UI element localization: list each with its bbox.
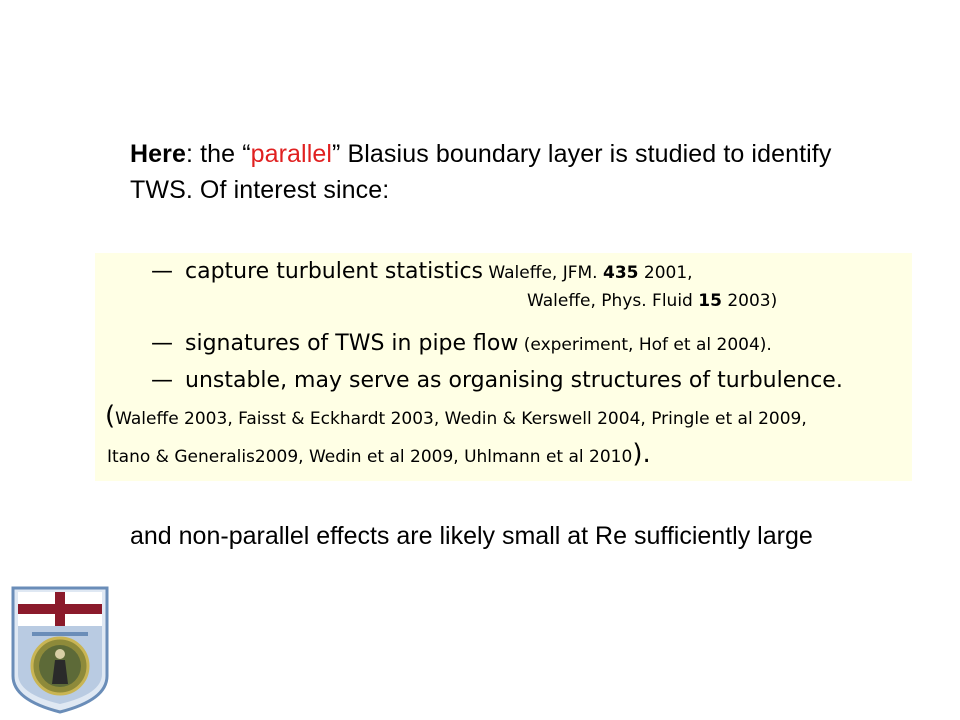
intro-text-2: ” Blasius boundary layer is studied to identify TWS. Of interest since: [130, 140, 832, 204]
item-2-citation: (experiment, Hof et al 2004). [518, 335, 772, 355]
intro-text-1: : the “ [186, 140, 251, 168]
references-line-2: Itano & Generalis2009, Wedin et al 2009, Uhlmann et al 2010). [107, 439, 651, 469]
item-1-text: capture turbulent statistics [185, 259, 483, 284]
list-item-1 [185, 259, 693, 284]
dash-bullet-3: — [151, 368, 173, 393]
citation-box [95, 253, 912, 481]
university-crest-icon [10, 584, 110, 714]
item-2-text: signatures of TWS in pipe flow [185, 331, 519, 356]
intro-highlight-word: parallel [250, 140, 333, 168]
dash-bullet-2: — [151, 331, 173, 356]
item-1-citation: Waleffe, JFM. 435 2001, [483, 263, 693, 283]
list-item-2 [185, 331, 772, 356]
intro-paragraph [130, 136, 890, 208]
list-item-3 [185, 368, 843, 393]
dash-bullet-1: — [151, 259, 173, 284]
references-line-1: (Waleffe 2003, Faisst & Eckhardt 2003, Wedin & Kerswell 2004, Pringle et al 2009, [105, 401, 807, 431]
outro-paragraph: and non-parallel effects are likely small at Re sufficiently large [130, 522, 813, 550]
item-1-citation-continued: Waleffe, Phys. Fluid 15 2003) [527, 291, 778, 311]
intro-bold-word: Here [130, 140, 186, 168]
item-3-text: unstable, may serve as organising structures of turbulence. [185, 368, 843, 393]
